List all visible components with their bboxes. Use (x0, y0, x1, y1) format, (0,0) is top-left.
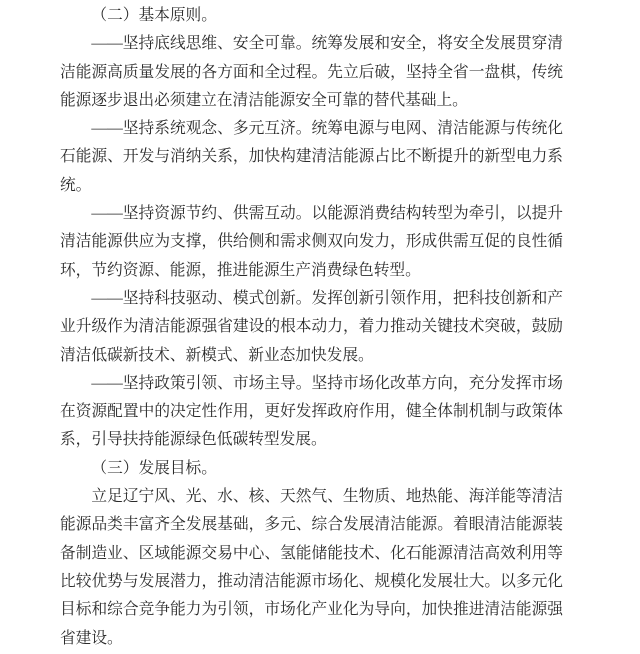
document-paragraph: ——坚持政策引领、市场主导。坚持市场化改革方向，充分发挥市场在资源配置中的决定性作用，更好发挥政府作用，健全体制机制与政策体系，引导扶持能源绿色低碳转型发展。 (60, 374, 563, 449)
document-body (60, 2, 563, 653)
document-paragraph: ——坚持科技驱动、模式创新。发挥创新引领作用，把科技创新和产业升级作为清洁能源强省建设的根本动力，着力推动关键技术突破，鼓励清洁低碳新技术、新模式、新业态加快发展。 (60, 289, 563, 364)
document-paragraph: 立足辽宁风、光、水、核、天然气、生物质、地热能、海洋能等清洁能源品类丰富齐全发展基础，多元、综合发展清洁能源。着眼清洁能源装备制造业、区域能源交易中心、氢能储能技术、化石能源清洁高效利用等比较优势与发展潜力，推动清洁能源市场化、规模化发展壮大。以多元化目标和综合竞争能力为引领，市场化产业化为导向，加快推进清洁能源强省建设。 (60, 488, 563, 647)
document-paragraph: ——坚持底线思维、安全可靠。统筹发展和安全，将安全发展贯穿清洁能源高质量发展的各方面和全过程。先立后破，坚持全省一盘棋，传统能源逐步退出必须建立在清洁能源安全可靠的替代基础上。 (60, 35, 563, 109)
document-paragraph: ——坚持系统观念、多元互济。统筹电源与电网、清洁能源与传统化石能源、开发与消纳关系，加快构建清洁能源占比不断提升的新型电力系统。 (60, 120, 563, 194)
section-heading: （二）基本原则。 (91, 7, 217, 24)
document-paragraph: ——坚持资源节约、供需互动。以能源消费结构转型为牵引，以提升清洁能源供应为支撑，供给侧和需求侧双向发力，形成供需互促的良性循环，节约资源、能源，推进能源生产消费绿色转型。 (60, 205, 563, 279)
section-heading: （三）发展目标。 (91, 459, 217, 477)
